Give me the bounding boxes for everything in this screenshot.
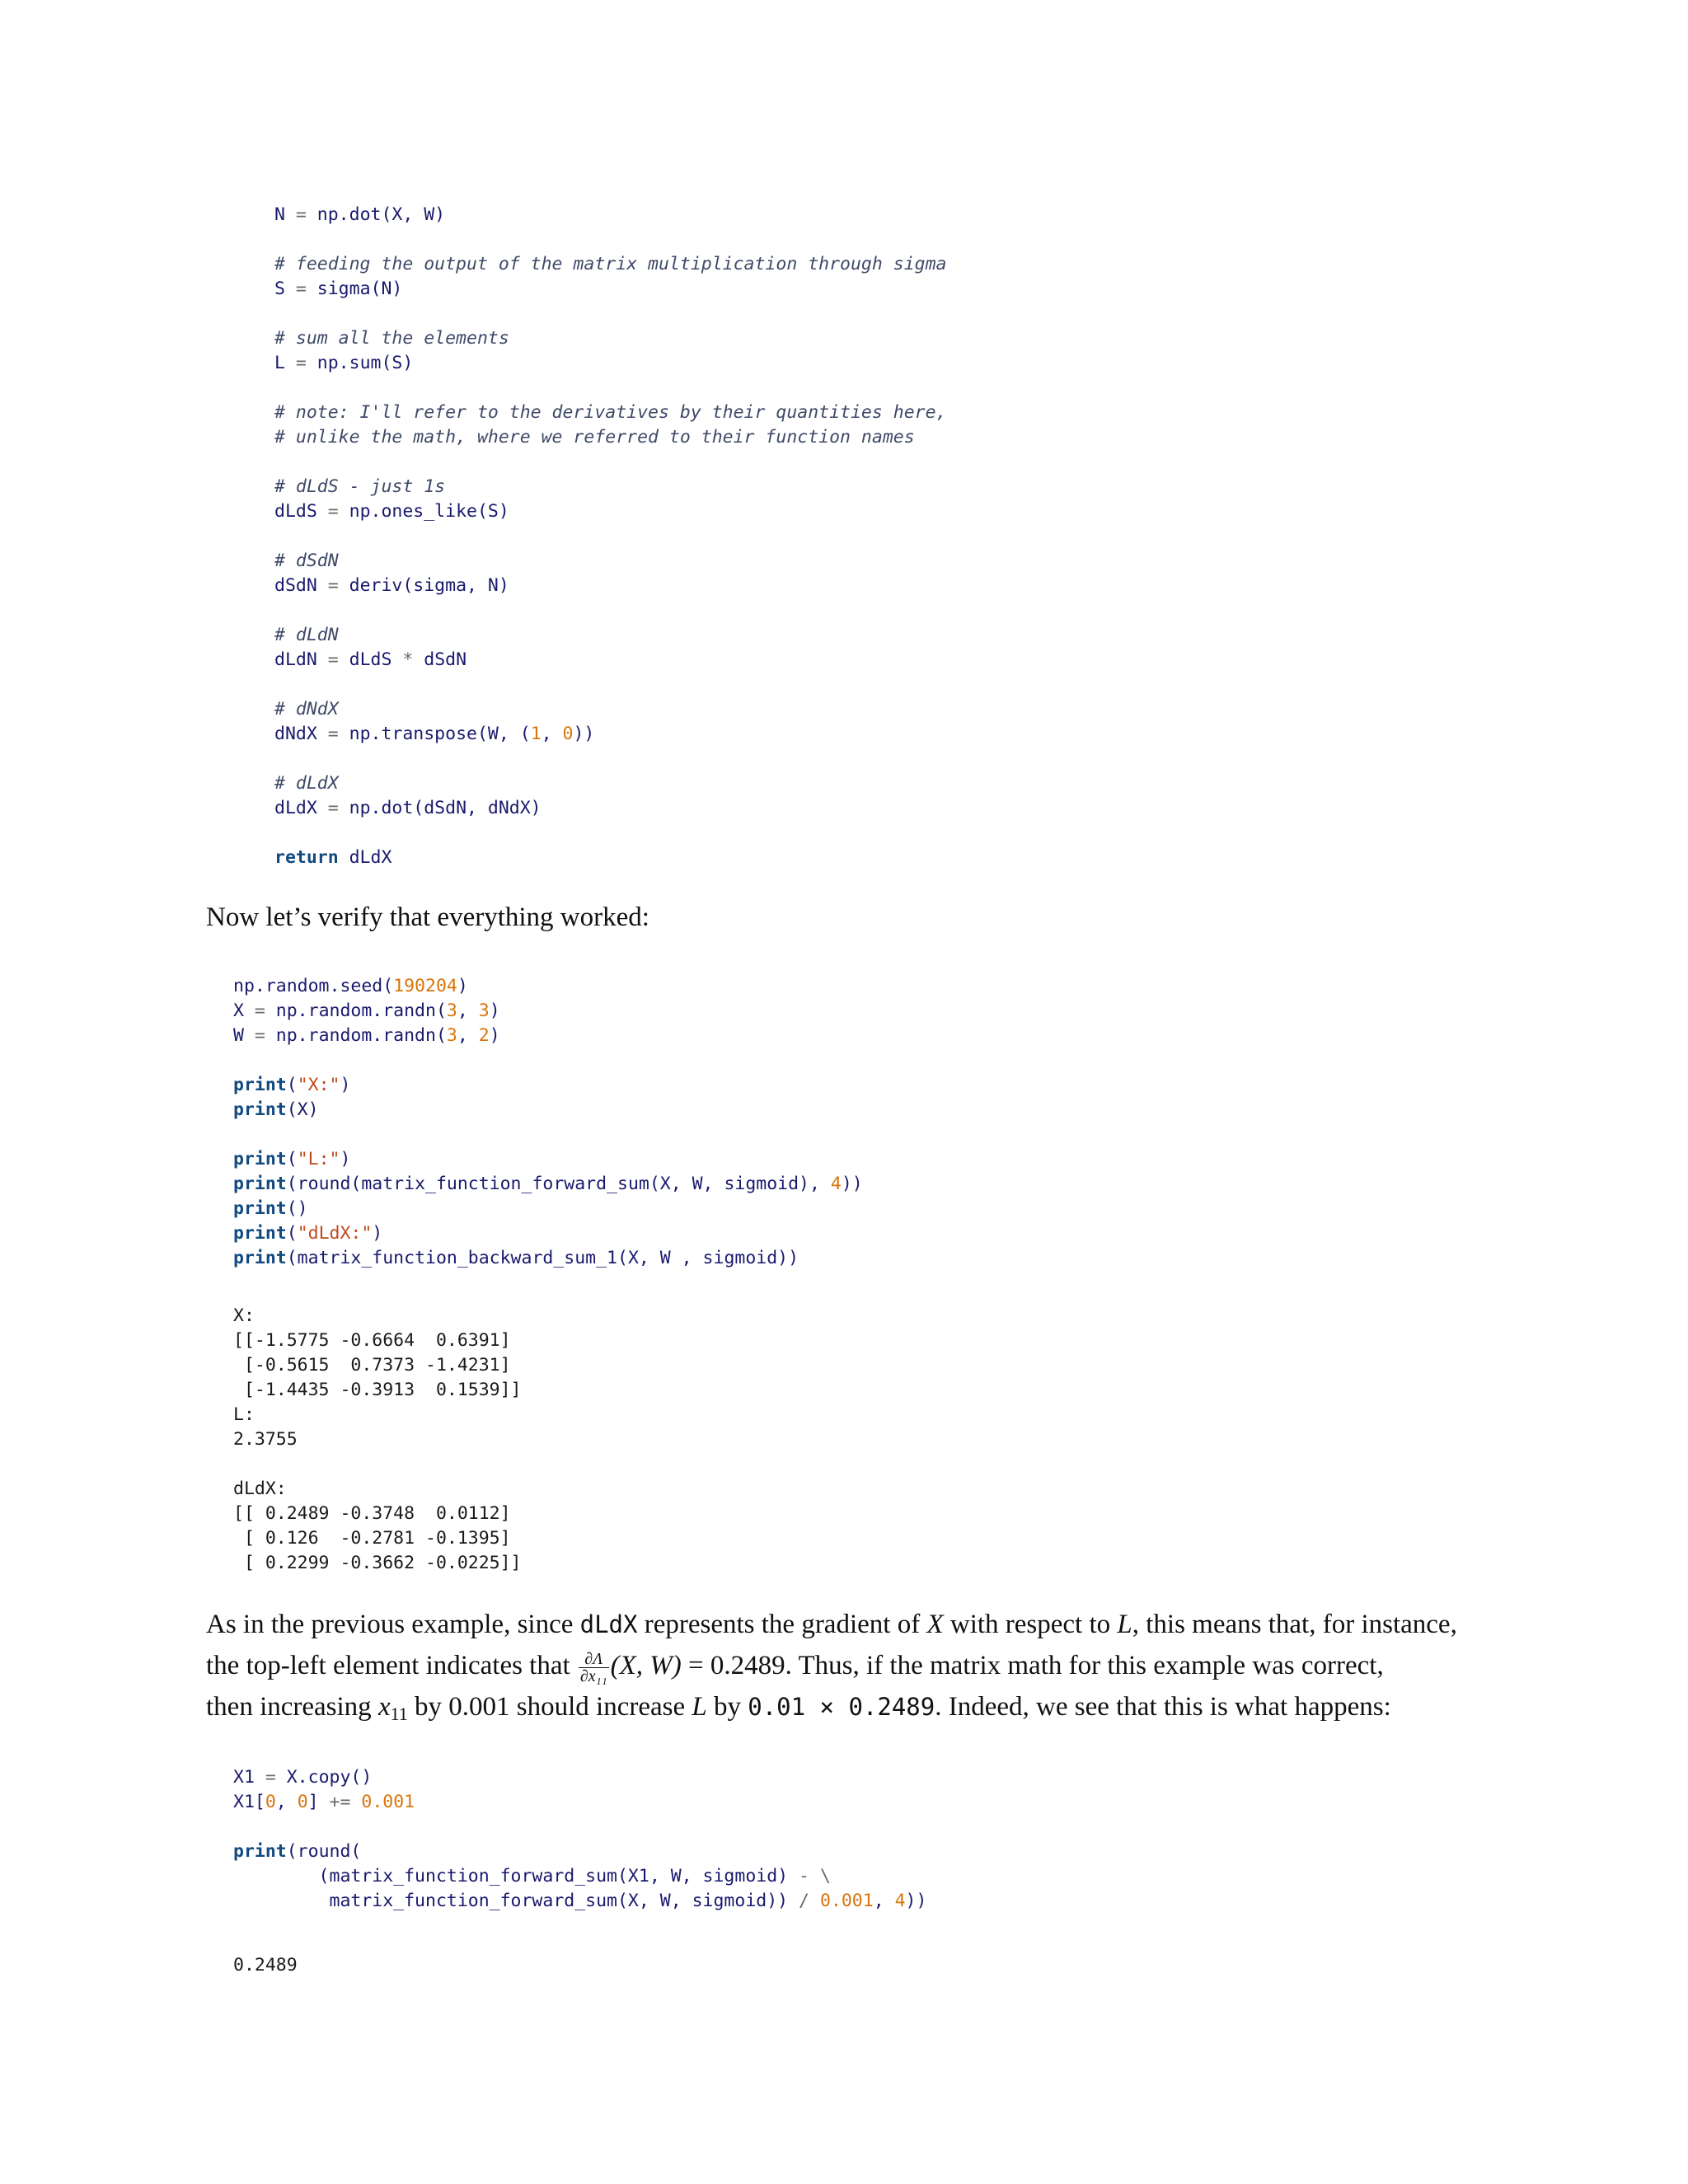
code-line: dLdX = np.dot(dSdN, dNdX) [274, 798, 542, 818]
text-span: by 0.001 should increase [407, 1692, 692, 1722]
text-span: by [706, 1692, 748, 1722]
fraction-numerator: ∂Λ [579, 1651, 609, 1668]
code-line: [-0.5615 0.7373 -1.4231] [233, 1355, 511, 1376]
math-var-x: X [926, 1610, 944, 1639]
code-line: print() [233, 1198, 308, 1219]
code-line: print(round(matrix_function_forward_sum(X, W, sigmoid), 4)) [233, 1174, 863, 1194]
code-line [274, 302, 946, 326]
code-line: [[ 0.2489 -0.3748 0.0112] [233, 1503, 511, 1524]
code-line: print(round( [233, 1841, 362, 1862]
code-line: dSdN = deriv(sigma, N) [274, 575, 509, 596]
text-span: . Thus, if the matrix math for this example was correct, [785, 1651, 1384, 1680]
code-line: (matrix_function_forward_sum(X1, W, sigmoid) - \ [233, 1866, 831, 1886]
paragraph-verify [206, 900, 649, 935]
code-line: matrix_function_forward_sum(X, W, sigmoid)) / 0.001, 4)) [233, 1891, 927, 1911]
output-block-numeric-check [233, 1953, 298, 1978]
code-block-numeric-check [233, 1765, 926, 1914]
code-line [274, 673, 946, 697]
math-fraction [579, 1651, 609, 1685]
text-span: . Indeed, we see that this is what happens: [935, 1692, 1391, 1722]
code-line [233, 1452, 522, 1477]
math-var-l: L [692, 1692, 707, 1722]
code-line: dLdN = dLdS * dSdN [274, 649, 467, 670]
math-var-x11: x [377, 1692, 391, 1722]
text-span: then increasing [206, 1692, 378, 1722]
code-line: # dLdX [274, 773, 339, 794]
code-line [274, 821, 946, 846]
code-line: 2.3755 [233, 1429, 298, 1450]
code-line: S = sigma(N) [274, 279, 403, 299]
code-line: print("L:") [233, 1149, 351, 1169]
code-line [233, 1048, 863, 1073]
paragraph-line-3 [206, 1690, 1457, 1724]
inline-code-dldx: dLdX [579, 1610, 638, 1638]
code-line: # sum all the elements [274, 328, 509, 349]
code-line [274, 598, 946, 623]
code-line: # dNdX [274, 699, 339, 719]
code-line: # note: I'll refer to the derivatives by their quantities here, [274, 402, 947, 423]
math-subscript: 11 [390, 1704, 408, 1724]
output-block-verify [233, 1304, 522, 1576]
code-line [274, 524, 946, 549]
code-line: X: [233, 1305, 255, 1326]
code-line [274, 376, 946, 401]
code-line: W = np.random.randn(3, 2) [233, 1025, 500, 1046]
paragraph-line-2 [206, 1648, 1457, 1683]
code-line: [[-1.5775 -0.6664 0.6391] [233, 1330, 511, 1351]
code-line [233, 1122, 863, 1147]
paragraph-verify-text: Now let’s verify that everything worked: [206, 902, 649, 932]
paragraph-gradient-explanation [206, 1607, 1457, 1724]
math-var-l: L [1117, 1610, 1132, 1639]
code-line: [ 0.2299 -0.3662 -0.0225]] [233, 1553, 522, 1573]
code-line: dLdX: [233, 1479, 287, 1499]
math-equals-value: = 0.2489 [681, 1651, 785, 1680]
paragraph-line-1 [206, 1607, 1457, 1642]
code-line: print("dLdX:") [233, 1223, 383, 1244]
text-span: the top-left element indicates that [206, 1651, 577, 1680]
code-line: L = np.sum(S) [274, 353, 414, 373]
code-line [233, 1815, 926, 1840]
text-span: represents the gradient of [637, 1610, 927, 1639]
text-span: with respect to [943, 1610, 1118, 1639]
code-line: X = np.random.randn(3, 3) [233, 1001, 500, 1021]
code-block-backward-function [274, 203, 946, 870]
code-line [274, 450, 946, 475]
code-line: L: [233, 1404, 255, 1425]
code-line: # dLdS - just 1s [274, 476, 446, 497]
text-span: , this means that, for instance, [1132, 1610, 1457, 1639]
code-line: # feeding the output of the matrix multiplication through sigma [274, 254, 947, 274]
code-line: print(matrix_function_backward_sum_1(X, W , sigmoid)) [233, 1248, 799, 1268]
code-line: dNdX = np.transpose(W, (1, 0)) [274, 724, 595, 744]
text-span: As in the previous example, since [206, 1610, 580, 1639]
code-line [274, 227, 946, 252]
code-line: X1 = X.copy() [233, 1767, 373, 1788]
code-line: [-1.4435 -0.3913 0.1539]] [233, 1380, 522, 1400]
inline-code-product: 0.01 × 0.2489 [748, 1693, 935, 1721]
code-line: # unlike the math, where we referred to their function names [274, 427, 915, 448]
code-line: [ 0.126 -0.2781 -0.1395] [233, 1528, 511, 1549]
code-line: # dSdN [274, 551, 339, 571]
code-line [274, 747, 946, 771]
code-line: print("X:") [233, 1075, 351, 1095]
fraction-denominator: ∂x₁₁ [579, 1666, 607, 1685]
code-line: dLdS = np.ones_like(S) [274, 501, 509, 522]
code-block-verify [233, 974, 863, 1271]
code-line: print(X) [233, 1099, 319, 1120]
code-line: X1[0, 0] += 0.001 [233, 1792, 415, 1812]
math-args: (X, W) [610, 1651, 682, 1680]
output-line: 0.2489 [233, 1955, 298, 1975]
code-line: N = np.dot(X, W) [274, 204, 446, 225]
code-line: return dLdX [274, 847, 392, 868]
code-line: np.random.seed(190204) [233, 976, 468, 996]
code-line: # dLdN [274, 625, 339, 645]
